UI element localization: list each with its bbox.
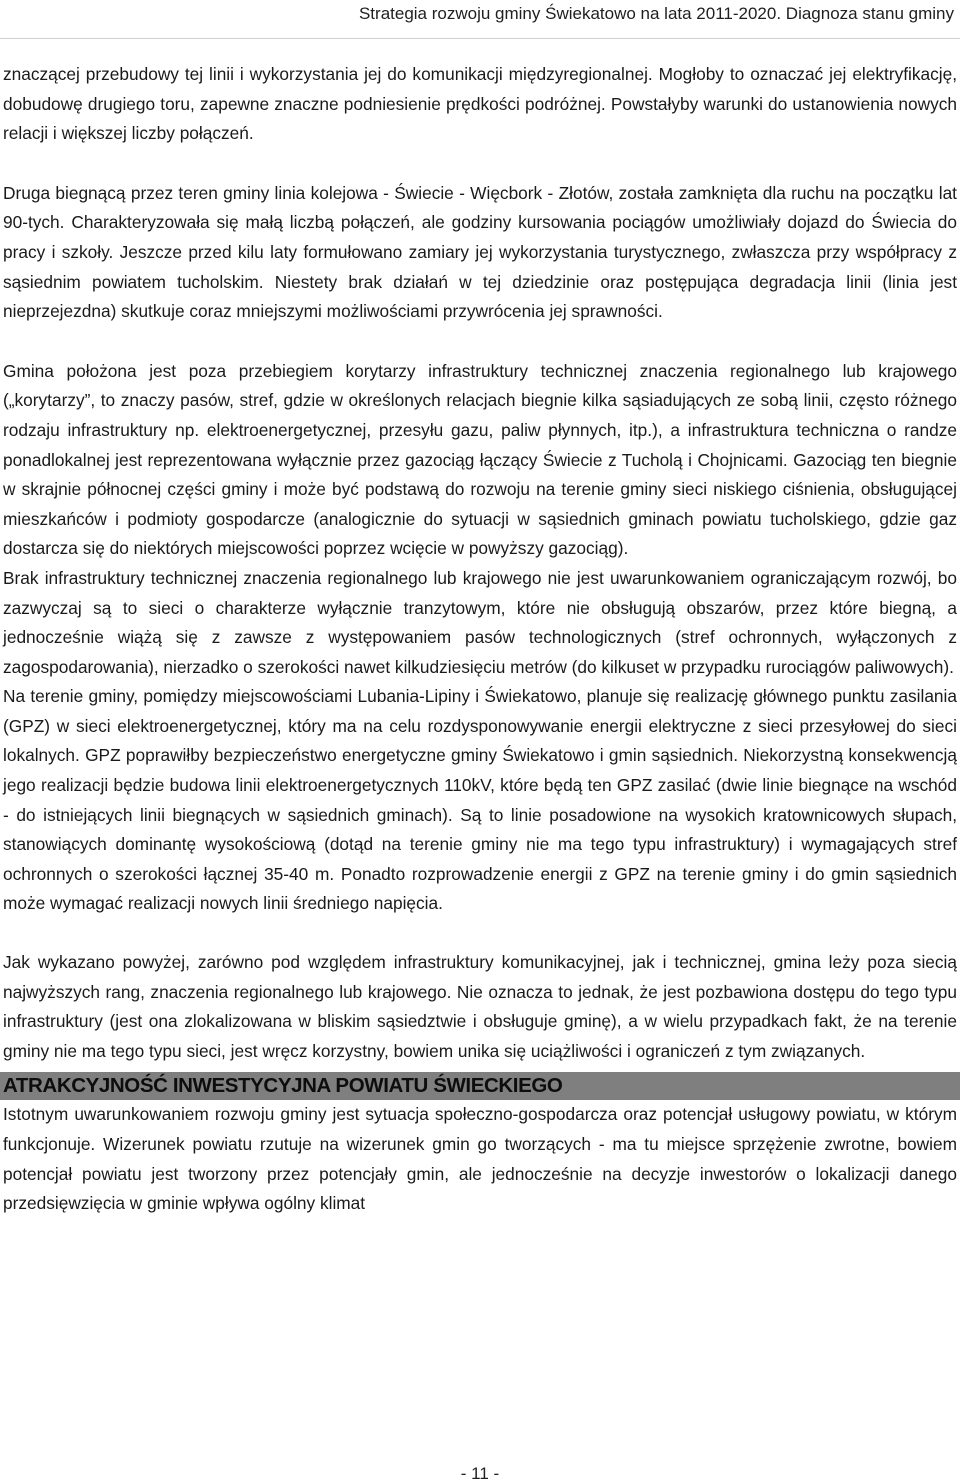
paragraph-technical-infrastructure: Gmina położona jest poza przebiegiem korytarzy infrastruktury technicznej znaczenia regionalnego lub krajowego („korytarzy”, to znaczy pasów, stref, gdzie w określonych relacjach biegnie kilka sąsiadujących ze sobą linii, często różnego rodzaju infrastruktury np. elektroenergetycznej, przesyłu gazu, paliw płynnych, itp.), a infrastruktura techniczna o randze ponadlokalnej jest reprezentowana wyłącznie przez gazociąg łączący Świecie z Tucholą i Chojnicami. Gazociąg ten biegnie w skrajnie północnej części gminy i może być podstawą do rozwoju na terenie gminy sieci niskiego ciśnienia, obsługującej mieszkańców i podmioty gospodarcze (analogicznie do sytuacji w sąsiednich gminach powiatu tucholskiego, gdzie gaz dostarcza się do niektórych miejscowości poprzez wcięcie w powyższy gazociąg). — [3, 360, 957, 559]
document-body — [3, 60, 957, 1219]
running-header: Strategia rozwoju gminy Świekatowo na lata 2011-2020. Diagnoza stanu gminy — [358, 4, 954, 23]
paragraph-closed-railway: Druga biegnącą przez teren gminy linia kolejowa - Świecie - Więcbork - Złotów, została zamknięta dla ruchu na początku lat 90-tych. Charakteryzowała się małą liczbą połączeń, ale godziny kursowania pociągów umożliwiały dojazd do Świecia do pracy i szkoły. Jeszcze przed kilu laty formułowano zamiary jej wykorzystania turystycznego, zwłaszcza przy współpracy z sąsiednim powiatem tucholskim. Niestety brak działań w tej dziedzinie oraz postępująca degradacja linii (linia jest nieprzejezdna) skutkuje coraz mniejszymi możliwościami przywrócenia jej sprawności. — [3, 182, 957, 322]
section-heading: ATRAKCYJNOŚĆ INWESTYCYJNA POWIATU ŚWIECKIEGO — [0, 1072, 960, 1100]
paragraph-investment-attractiveness: Istotnym uwarunkowaniem rozwoju gminy jest sytuacja społeczno-gospodarcza oraz potencjał usługowy powiatu, w którym funkcjonuje. Wizerunek powiatu rzutuje na wizerunek gmin go tworzących - ma tu miejsce sprzężenie zwrotne, bowiem potencjał powiatu jest tworzony przez potencjały gmin, ale jednocześnie na decyzje inwestorów o lokalizacji danego przedsięwzięcia w gminie wpływa ogólny klimat — [3, 1104, 957, 1214]
paragraph-gpz: Na terenie gminy, pomiędzy miejscowościami Lubania-Lipiny i Świekatowo, planuje się realizację głównego punktu zasilania (GPZ) w sieci elektroenergetycznej, który ma na celu rozdysponowywanie energii elektryczne z sieci przesyłowej do sieci lokalnych. GPZ poprawiłby bezpieczeństwo energetyczne gminy Świekatowo i gmin sąsiednich. Niekorzystną konsekwencją jego realizacji będzie budowa linii elektroenergetycznych 110kV, które będą ten GPZ zasilać (dwie linie biegnące na wschód - do istniejących linii biegnących w sąsiednich gminach). Są to linie posadowione na wysokich kratownicowych słupach, stanowiących dominantę wysokościową (dotąd na terenie gminy nie ma tego typu infrastruktury) i wymagających stref ochronnych o szerokości łącznej 35-40 m. Ponadto rozprowadzenie energii z GPZ na terenie gminy i do gmin sąsiednich może wymagać realizacji nowych linii średniego napięcia. — [3, 686, 957, 914]
paragraph-railway-modernization: znaczącej przebudowy tej linii i wykorzystania jej do komunikacji międzyregionalnej. Mogłoby to oznaczać jej elektryfikację, dobudowę drugiego toru, zapewne znaczne podniesienie prędkości podróżnej. Powstałyby warunki do ustanowienia nowych relacji i większej liczby połączeń. — [3, 64, 957, 144]
paragraph-no-regional-infrastructure: Brak infrastruktury technicznej znaczenia regionalnego lub krajowego nie jest uwarunkowaniem ograniczającym rozwój, bo zazwyczaj są to sieci o charakterze wyłącznie tranzytowym, które nie obsługują obszarów, przez które biegną, a jednocześnie wiążą się z zawsze z występowaniem pasów technologicznych (stref ochronnych, wyłączonych z zagospodarowania), nierzadko o szerokości nawet kilkudziesięciu metrów (do kilkuset w przypadku rurociągów paliwowych). — [3, 567, 957, 677]
header-divider — [0, 38, 960, 39]
page-number: - 11 - — [460, 1464, 500, 1483]
paragraph-summary: Jak wykazano powyżej, zarówno pod względem infrastruktury komunikacyjnej, jak i technicznej, gmina leży poza siecią najwyższych rang, znaczenia regionalnego lub krajowego. Nie oznacza to jednak, że jest pozbawiona dostępu do tego typu infrastruktury (jest ona zlokalizowana w bliskim sąsiedztwie i obsługuje gminę), a w wielu przypadkach fakt, że na terenie gminy nie ma tego typu sieci, jest wręcz korzystny, bowiem unika się uciążliwości i ograniczeń z tym związanych. — [3, 952, 957, 1061]
